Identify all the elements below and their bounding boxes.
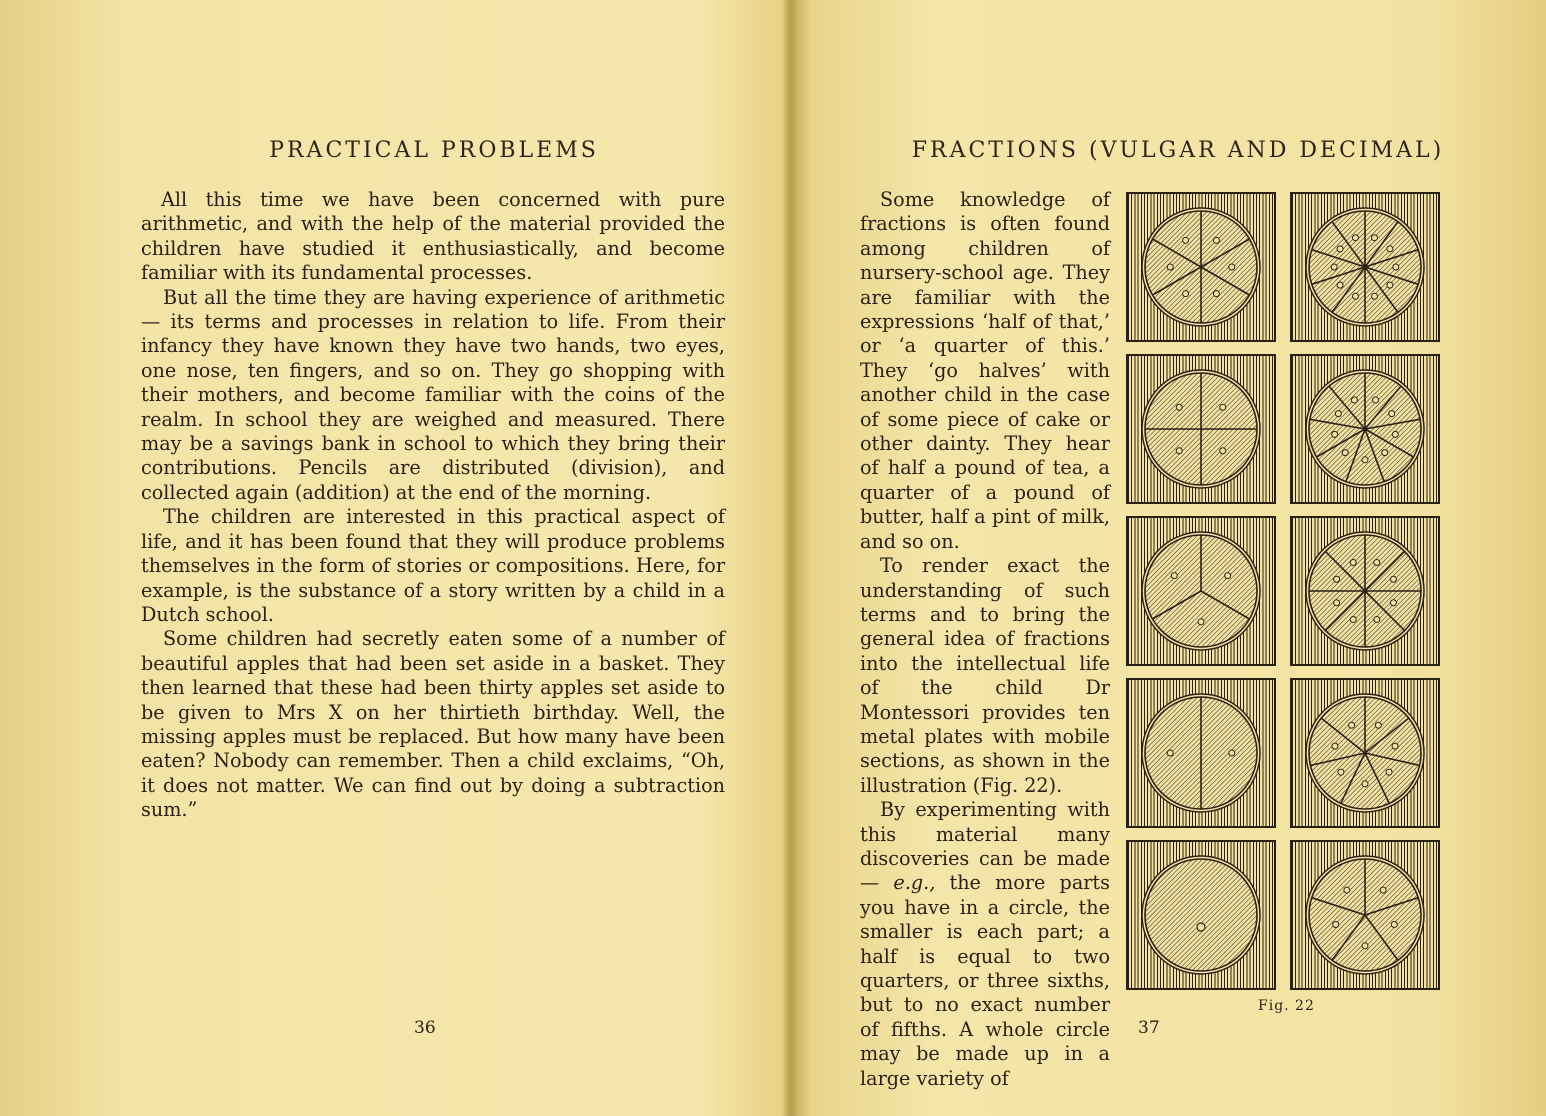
section-knob (1332, 743, 1338, 749)
fraction-plate (1126, 840, 1276, 990)
section-knob (1391, 922, 1397, 928)
section-knob (1351, 397, 1357, 403)
paragraph: To render exact the understanding of such terms and to bring the general idea of fractions into the intellectual life of the child Dr Montessori provides ten metal plates with mobile sections, as shown in the illustration (Fig. 22). (860, 554, 1110, 797)
page-number-right: 37 (1138, 1018, 1160, 1038)
running-head-right: FRACTIONS (VULGAR AND DECIMAL) (911, 138, 1445, 163)
paragraph-text: the more parts you have in a circle, the smaller is each part; a half is equal to two quarters, or three sixths, but to no exact number of fifths. A whole circle may be made up in a large variety of (860, 871, 1110, 1090)
section-knob (1350, 560, 1356, 566)
fraction-disk (1145, 859, 1257, 971)
running-head-left: PRACTICAL PROBLEMS (269, 138, 599, 163)
section-knob (1374, 616, 1380, 622)
fraction-plate (1290, 840, 1440, 990)
left-body-text (141, 188, 725, 823)
page-number-left: 36 (414, 1018, 436, 1038)
paragraph: All this time we have been concerned with pure arithmetic, and with the help of the material provided the children have studied it enthusiastically, and become familiar with its fundamental processes. (141, 188, 725, 285)
section-knob (1176, 448, 1182, 454)
section-knob (1176, 404, 1182, 410)
section-knob (1380, 887, 1386, 893)
fraction-plate (1126, 516, 1276, 666)
section-knob (1390, 600, 1396, 606)
section-knob (1372, 293, 1378, 299)
fraction-plate (1290, 354, 1440, 504)
section-knob (1213, 237, 1219, 243)
section-knob (1220, 404, 1226, 410)
section-knob (1382, 450, 1388, 456)
figure-caption: Fig. 22 (1258, 998, 1315, 1014)
section-knob (1389, 411, 1395, 417)
section-knob (1392, 431, 1398, 437)
section-knob (1375, 722, 1381, 728)
section-knob (1374, 560, 1380, 566)
section-knob (1220, 448, 1226, 454)
section-knob (1335, 411, 1341, 417)
section-knob (1350, 616, 1356, 622)
section-knob (1229, 264, 1235, 270)
right-page (798, 0, 1546, 1116)
section-knob (1352, 293, 1358, 299)
section-knob (1362, 781, 1368, 787)
section-knob (1393, 264, 1399, 270)
section-knob (1373, 397, 1379, 403)
section-knob (1337, 246, 1343, 252)
section-knob (1334, 576, 1340, 582)
paragraph-text: By experimenting with this material many discoveries can be made— (860, 798, 1110, 895)
fraction-plate (1290, 192, 1440, 342)
section-knob (1392, 743, 1398, 749)
section-knob (1198, 619, 1204, 625)
section-knob (1331, 264, 1337, 270)
paragraph-italic: e.g., (893, 871, 936, 895)
section-knob (1229, 750, 1235, 756)
section-knob (1197, 923, 1205, 931)
section-knob (1349, 722, 1355, 728)
section-knob (1213, 291, 1219, 297)
section-knob (1338, 769, 1344, 775)
fraction-plate (1290, 678, 1440, 828)
section-knob (1342, 450, 1348, 456)
section-knob (1171, 573, 1177, 579)
paragraph: Some knowledge of fractions is often found among children of nursery-school age. They are familiar with the expressions ‘half of that,’ or ‘a quarter of this.’ They ‘go halves’ with another child in the case of some piece of cake or other dainty. They hear of half a pound of tea, a quarter of a pound of butter, half a pint of milk, and so on. (860, 188, 1110, 553)
paragraph: The children are interested in this practical aspect of life, and it has been found that they will produce problems themselves in the form of stories or compositions. Here, for example, is the substance of a story written by a child in a Dutch school. (141, 505, 725, 626)
section-knob (1334, 600, 1340, 606)
section-knob (1332, 431, 1338, 437)
section-knob (1183, 237, 1189, 243)
paragraph: Some children had secretly eaten some of a number of beautiful apples that had been set aside in a basket. They then learned that these had been thirty apples set aside to be given to Mrs X on her thirtieth birthday. Well, the missing apples must be replaced. But how many have been eaten? Nobody can remember. Then a child exclaims, “Oh, it does not matter. We can find out by doing a subtraction sum.” (141, 627, 725, 822)
section-knob (1362, 943, 1368, 949)
section-knob (1167, 264, 1173, 270)
fraction-plate (1290, 516, 1440, 666)
right-body-text (860, 188, 1110, 1091)
fraction-plate (1126, 192, 1276, 342)
section-knob (1337, 282, 1343, 288)
section-knob (1362, 457, 1368, 463)
section-knob (1225, 573, 1231, 579)
fraction-plate (1126, 678, 1276, 828)
section-knob (1390, 576, 1396, 582)
fraction-plate (1126, 354, 1276, 504)
section-knob (1333, 922, 1339, 928)
section-knob (1372, 235, 1378, 241)
section-knob (1183, 291, 1189, 297)
section-knob (1387, 246, 1393, 252)
paragraph: But all the time they are having experience of arithmetic— its terms and processes in relation to life. From their infancy they have known they have two hands, two eyes, one nose, ten fingers, and so on. They go shopping with their mothers, and become familiar with the coins of the realm. In school they are weighed and measured. There may be a savings bank in school to which they bring their contributions. Pencils are distributed (division), and collected again (addition) at the end of the morning. (141, 285, 725, 504)
section-knob (1352, 235, 1358, 241)
section-knob (1167, 750, 1173, 756)
section-knob (1344, 887, 1350, 893)
section-knob (1387, 282, 1393, 288)
section-knob (1386, 769, 1392, 775)
paragraph (860, 798, 1110, 1091)
